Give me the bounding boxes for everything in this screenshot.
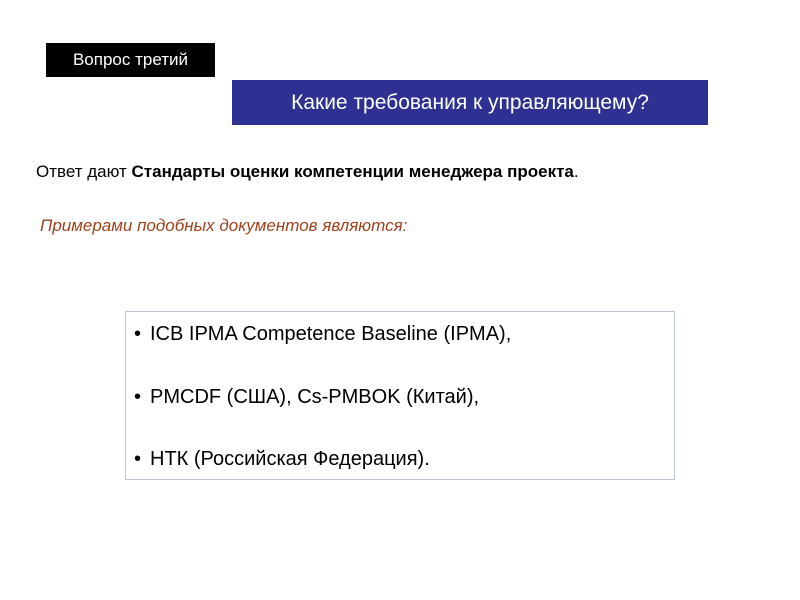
answer-text xyxy=(36,160,776,184)
list-item xyxy=(134,321,511,347)
list-item xyxy=(134,446,430,472)
section-badge: Вопрос третий xyxy=(46,43,215,77)
question-banner: Какие требования к управляющему? xyxy=(232,80,708,125)
list-item xyxy=(134,384,479,410)
list-item-text: ICB IPMA Competence Baseline (IPMA), xyxy=(150,323,512,345)
bullet-icon: • xyxy=(134,448,142,470)
bullet-icon: • xyxy=(134,386,142,408)
list-item-text: PMCDF (США), Cs-PMBOK (Китай), xyxy=(150,386,480,408)
documents-box xyxy=(125,311,675,480)
examples-heading: Примерами подобных документов являются: xyxy=(40,216,408,235)
answer-prefix: Ответ дают xyxy=(36,162,132,181)
answer-suffix: . xyxy=(573,162,579,181)
bullet-icon: • xyxy=(134,323,142,345)
answer-emphasis: Стандарты оценки компетенции менеджера проекта xyxy=(131,162,574,181)
list-item-text: НТК (Российская Федерация). xyxy=(150,448,430,470)
